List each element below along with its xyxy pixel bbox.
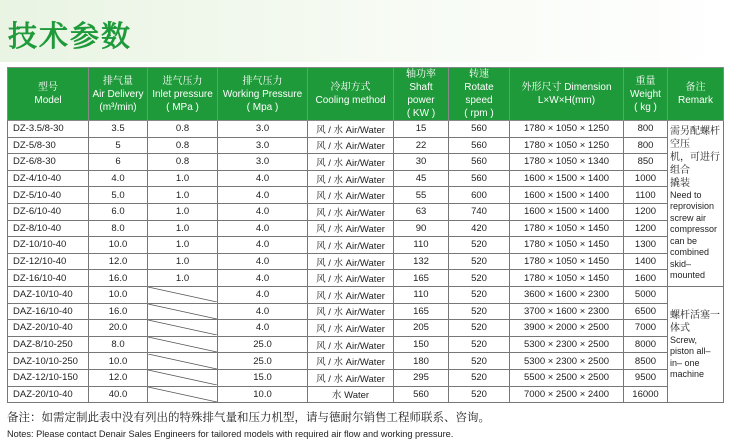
- table-cell: DAZ-20/10-40: [8, 386, 89, 403]
- table-cell: 3900 × 2000 × 2500: [510, 320, 624, 337]
- table-cell: 5300 × 2300 × 2500: [510, 353, 624, 370]
- table-row: [8, 369, 724, 386]
- column-header-en: Working Pressure: [222, 88, 303, 100]
- table-cell: 850: [624, 154, 668, 171]
- table-row: [8, 270, 724, 287]
- remark-en: Need to reprovision screw air compressor can be combined skid–mounted: [670, 189, 718, 281]
- table-cell: 0.8: [148, 121, 218, 138]
- column-header-zh: 排气压力: [242, 75, 283, 87]
- table-row: [8, 187, 724, 204]
- column-header-unit: ( MPa ): [166, 101, 199, 113]
- table-cell: DZ-10/10-40: [8, 237, 89, 254]
- column-header-unit: ( rpm ): [464, 108, 494, 119]
- table-cell: 5500 × 2500 × 2500: [510, 369, 624, 386]
- table-cell: 4.0: [218, 170, 308, 187]
- table-cell: 520: [449, 386, 510, 403]
- table-cell: 20.0: [89, 320, 148, 337]
- table-cell: 0.8: [148, 137, 218, 154]
- table-cell: 9500: [624, 369, 668, 386]
- table-cell: 1100: [624, 187, 668, 204]
- slash-line: [148, 370, 217, 385]
- column-header-unit: ( KW ): [406, 108, 436, 119]
- column-header: [624, 68, 668, 121]
- table-cell: 560: [449, 154, 510, 171]
- slash-line: [148, 387, 217, 402]
- table-cell: 1400: [624, 253, 668, 270]
- table-cell: 10.0: [89, 237, 148, 254]
- column-header-en: L×W×H(mm): [537, 95, 596, 106]
- remark-zh: 螺杆活塞一体式: [670, 309, 720, 334]
- table-cell: DAZ-10/10-250: [8, 353, 89, 370]
- table-cell: DZ-12/10-40: [8, 253, 89, 270]
- table-cell: 4.0: [218, 237, 308, 254]
- table-cell: 180: [394, 353, 449, 370]
- table-cell: 25.0: [218, 353, 308, 370]
- empty-slash-cell: [148, 320, 218, 337]
- remark-en: Screw, piston all–in– one machine: [670, 334, 711, 380]
- table-cell: DZ-3.5/8-30: [8, 121, 89, 138]
- table-cell: 8000: [624, 336, 668, 353]
- table-cell: 10.0: [89, 286, 148, 303]
- table-cell: DAZ-12/10-150: [8, 369, 89, 386]
- table-cell: DZ-16/10-40: [8, 270, 89, 287]
- table-cell: 风 / 水 Air/Water: [308, 353, 394, 370]
- table-cell: 风 / 水 Air/Water: [308, 154, 394, 171]
- table-cell: 1.0: [148, 170, 218, 187]
- table-cell: 风 / 水 Air/Water: [308, 237, 394, 254]
- empty-slash-cell: [148, 336, 218, 353]
- table-cell: 110: [394, 286, 449, 303]
- table-cell: 3.0: [218, 154, 308, 171]
- table-cell: 600: [449, 187, 510, 204]
- column-header-zh: 重量: [635, 75, 656, 87]
- table-cell: 16.0: [89, 303, 148, 320]
- table-cell: 风 / 水 Air/Water: [308, 121, 394, 138]
- table-cell: 风 / 水 Air/Water: [308, 369, 394, 386]
- table-cell: 165: [394, 303, 449, 320]
- table-cell: 15: [394, 121, 449, 138]
- table-header-row: [8, 68, 724, 121]
- table-cell: 520: [449, 237, 510, 254]
- table-cell: 1200: [624, 220, 668, 237]
- table-cell: 560: [449, 137, 510, 154]
- table-cell: 风 / 水 Air/Water: [308, 286, 394, 303]
- spec-table: [7, 67, 724, 403]
- table-cell: 1.0: [148, 203, 218, 220]
- column-header-unit: (m³/min): [99, 101, 137, 113]
- table-cell: 165: [394, 270, 449, 287]
- table-cell: 740: [449, 203, 510, 220]
- table-cell: 520: [449, 353, 510, 370]
- table-cell: 风 / 水 Air/Water: [308, 303, 394, 320]
- column-header-zh: 型号: [38, 82, 58, 93]
- table-cell: 8.0: [89, 220, 148, 237]
- table-row: [8, 203, 724, 220]
- column-header-zh: 进气压力: [162, 75, 203, 87]
- table-cell: 800: [624, 121, 668, 138]
- table-cell: 8.0: [89, 336, 148, 353]
- column-header: [89, 68, 148, 121]
- column-header: [394, 68, 449, 121]
- table-cell: 4.0: [218, 320, 308, 337]
- table-cell: 1600 × 1500 × 1400: [510, 203, 624, 220]
- table-cell: DZ-4/10-40: [8, 170, 89, 187]
- table-cell: 520: [449, 253, 510, 270]
- table-cell: 5000: [624, 286, 668, 303]
- page-title: 技术参数: [8, 19, 133, 53]
- table-cell: 1.0: [148, 220, 218, 237]
- table-cell: 0.8: [148, 154, 218, 171]
- table-row: [8, 303, 724, 320]
- table-cell: 560: [449, 121, 510, 138]
- table-row: [8, 353, 724, 370]
- table-cell: 205: [394, 320, 449, 337]
- table-cell: 4.0: [218, 286, 308, 303]
- table-cell: 3700 × 1600 × 2300: [510, 303, 624, 320]
- column-header: [449, 68, 510, 121]
- empty-slash-cell: [148, 353, 218, 370]
- table-row: [8, 220, 724, 237]
- table-cell: 520: [449, 336, 510, 353]
- table-cell: 1.0: [148, 237, 218, 254]
- table-cell: 15.0: [218, 369, 308, 386]
- empty-slash-cell: [148, 386, 218, 403]
- column-header-en: Inlet pressure: [152, 88, 213, 100]
- table-cell: 10.0: [218, 386, 308, 403]
- table-row: [8, 137, 724, 154]
- table-cell: 6: [89, 154, 148, 171]
- table-row: [8, 286, 724, 303]
- remark-zh-line: 需另配螺杆空压: [670, 125, 720, 150]
- column-header-en: Weight: [630, 88, 661, 100]
- note-chinese: 备注：如需定制此表中没有列出的特殊排气量和压力机型，请与德耐尔销售工程师联系、咨询。: [7, 412, 490, 424]
- note-english: Notes: Please contact Denair Sales Engineers for tailored models with required air flow and working pressure.: [7, 429, 454, 439]
- table-row: [8, 121, 724, 138]
- table-cell: 420: [449, 220, 510, 237]
- table-cell: 水 Water: [308, 386, 394, 403]
- table-cell: 1780 × 1050 × 1450: [510, 270, 624, 287]
- table-cell: 520: [449, 270, 510, 287]
- table-cell: 800: [624, 137, 668, 154]
- table-cell: 1600 × 1500 × 1400: [510, 170, 624, 187]
- slash-line: [148, 287, 217, 302]
- table-cell: DAZ-8/10-250: [8, 336, 89, 353]
- empty-slash-cell: [148, 369, 218, 386]
- table-row: [8, 320, 724, 337]
- table-cell: 45: [394, 170, 449, 187]
- table-cell: 1780 × 1050 × 1450: [510, 253, 624, 270]
- table-cell: 5: [89, 137, 148, 154]
- slash-line: [148, 304, 217, 319]
- table-cell: 风 / 水 Air/Water: [308, 336, 394, 353]
- table-cell: 520: [449, 286, 510, 303]
- column-header-en: Air Delivery: [92, 88, 144, 100]
- table-cell: 10.0: [89, 353, 148, 370]
- table-cell: 5.0: [89, 187, 148, 204]
- table-cell: 90: [394, 220, 449, 237]
- table-cell: 1780 × 1050 × 1340: [510, 154, 624, 171]
- table-cell: 风 / 水 Air/Water: [308, 170, 394, 187]
- table-row: [8, 154, 724, 171]
- table-cell: 风 / 水 Air/Water: [308, 320, 394, 337]
- table-cell: 1.0: [148, 253, 218, 270]
- table-cell: DZ-8/10-40: [8, 220, 89, 237]
- remark-zh-line: 机，可进行组合: [670, 151, 720, 176]
- table-row: [8, 237, 724, 254]
- column-header-en: Cooling method: [315, 95, 386, 106]
- table-cell: 风 / 水 Air/Water: [308, 187, 394, 204]
- table-cell: 4.0: [89, 170, 148, 187]
- table-cell: 4.0: [218, 253, 308, 270]
- table-cell: DAZ-20/10-40: [8, 320, 89, 337]
- table-cell: 4.0: [218, 303, 308, 320]
- column-header-zh: 冷却方式: [330, 82, 371, 93]
- table-cell: 63: [394, 203, 449, 220]
- table-cell: 25.0: [218, 336, 308, 353]
- table-cell: 295: [394, 369, 449, 386]
- column-header: [218, 68, 308, 121]
- table-body: [8, 121, 724, 403]
- table-cell: DAZ-16/10-40: [8, 303, 89, 320]
- column-header: [148, 68, 218, 121]
- table-cell: 1200: [624, 203, 668, 220]
- table-row: [8, 170, 724, 187]
- table-cell: 6.0: [89, 203, 148, 220]
- table-cell: 4.0: [218, 187, 308, 204]
- table-cell: 16.0: [89, 270, 148, 287]
- table-cell: DZ-5/8-30: [8, 137, 89, 154]
- table-cell: 风 / 水 Air/Water: [308, 253, 394, 270]
- slash-line: [148, 354, 217, 369]
- table-cell: 1.0: [148, 187, 218, 204]
- column-header-zh: 转速: [469, 69, 489, 80]
- table-row: [8, 336, 724, 353]
- column-header-zh: 排气量: [103, 75, 133, 87]
- table-cell: 12.0: [89, 369, 148, 386]
- table-cell: 16000: [624, 386, 668, 403]
- column-header-zh: 外形尺寸 Dimension: [521, 82, 612, 93]
- table-cell: DZ-5/10-40: [8, 187, 89, 204]
- table-cell: 3.0: [218, 121, 308, 138]
- column-header-en: Shaft power: [407, 82, 435, 106]
- table-cell: 1780 × 1050 × 1450: [510, 237, 624, 254]
- table-cell: DZ-6/8-30: [8, 154, 89, 171]
- table-cell: 22: [394, 137, 449, 154]
- table-cell: 7000: [624, 320, 668, 337]
- table-cell: 110: [394, 237, 449, 254]
- table-cell: 风 / 水 Air/Water: [308, 137, 394, 154]
- table-cell: 55: [394, 187, 449, 204]
- table-cell: 3.5: [89, 121, 148, 138]
- table-row: [8, 253, 724, 270]
- column-header-unit: ( Mpa ): [246, 101, 279, 113]
- table-cell: 520: [449, 303, 510, 320]
- column-header-zh: 轴功率: [406, 69, 436, 80]
- table-cell: 1780 × 1050 × 1450: [510, 220, 624, 237]
- table-cell: 4.0: [218, 270, 308, 287]
- table-cell: 520: [449, 320, 510, 337]
- table-cell: 风 / 水 Air/Water: [308, 220, 394, 237]
- column-header: [510, 68, 624, 121]
- column-header-en: Model: [34, 95, 62, 106]
- table-cell: 40.0: [89, 386, 148, 403]
- table-cell: 4.0: [218, 220, 308, 237]
- table-cell: 3600 × 1600 × 2300: [510, 286, 624, 303]
- table-cell: DZ-6/10-40: [8, 203, 89, 220]
- table-cell: 1.0: [148, 270, 218, 287]
- table-cell: 132: [394, 253, 449, 270]
- table-cell: 30: [394, 154, 449, 171]
- table-cell: 1000: [624, 170, 668, 187]
- table-cell: 7000 × 2500 × 2400: [510, 386, 624, 403]
- table-cell: 风 / 水 Air/Water: [308, 203, 394, 220]
- table-cell: DAZ-10/10-40: [8, 286, 89, 303]
- column-header: [8, 68, 89, 121]
- table-cell: 风 / 水 Air/Water: [308, 270, 394, 287]
- table-cell: 5300 × 2300 × 2500: [510, 336, 624, 353]
- table-cell: 560: [394, 386, 449, 403]
- column-header: [668, 68, 724, 121]
- table-cell: 12.0: [89, 253, 148, 270]
- column-header: [308, 68, 394, 121]
- empty-slash-cell: [148, 286, 218, 303]
- table-cell: 1300: [624, 237, 668, 254]
- title-banner: [0, 0, 730, 62]
- column-header-zh: 备注: [685, 82, 706, 93]
- table-cell: 1600 × 1500 × 1400: [510, 187, 624, 204]
- table-cell: 560: [449, 170, 510, 187]
- table-cell: 1780 × 1050 × 1250: [510, 137, 624, 154]
- remark-zh-line: 撬装: [670, 177, 690, 189]
- column-header-en: Remark: [677, 95, 713, 106]
- table-cell: 1780 × 1050 × 1250: [510, 121, 624, 138]
- empty-slash-cell: [148, 303, 218, 320]
- table-cell: 3.0: [218, 137, 308, 154]
- remark-cell-group2: [668, 286, 724, 402]
- slash-line: [148, 320, 217, 335]
- table-row: [8, 386, 724, 403]
- table-cell: 4.0: [218, 203, 308, 220]
- table-cell: 150: [394, 336, 449, 353]
- table-cell: 6500: [624, 303, 668, 320]
- column-header-en: Rotate speed: [464, 82, 494, 106]
- remark-cell-group1: [668, 121, 724, 287]
- column-header-unit: ( kg ): [634, 101, 657, 113]
- slash-line: [148, 337, 217, 352]
- table-cell: 520: [449, 369, 510, 386]
- table-cell: 1600: [624, 270, 668, 287]
- table-cell: 8500: [624, 353, 668, 370]
